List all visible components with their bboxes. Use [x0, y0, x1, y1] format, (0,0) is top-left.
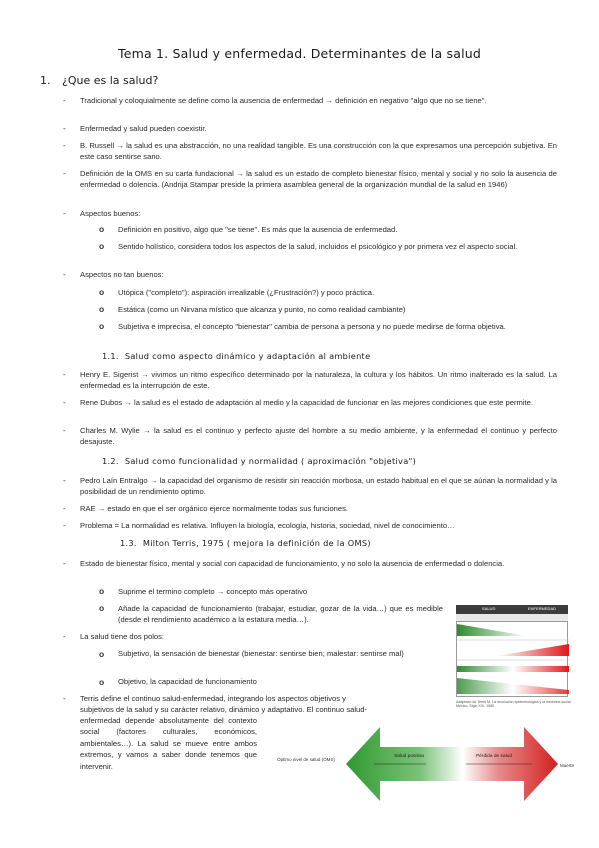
sub-bullet-text: Sentido holístico, considera todos los aspectos de la salud, incluidos el psicológico y por primera vez el aspecto social.: [118, 242, 518, 251]
bullet-text: Rene Dubos → la salud es el estado de adaptación al medio y la capacidad de funcionar en las mejores condiciones que este permite.: [80, 398, 533, 407]
figure-wedges: [457, 622, 569, 698]
health-disease-figure: [456, 605, 568, 697]
bullet-dash: -: [63, 270, 66, 279]
sub-bullet-marker: o: [99, 677, 105, 687]
sub-bullet-marker: o: [99, 649, 105, 659]
bullet-dash: -: [63, 124, 66, 133]
bullet-text: Charles M. Wylie → la salud es el continuo y perfecto ajuste del hombre a su medio ambiente, y la enfermedad el continuo y perfecto desajuste.: [80, 426, 557, 447]
continuum-wedge: [457, 678, 569, 694]
sub-bullet-text: Utópica ("completo"): aspiración irrealizable (¿Frustración?) y poco práctica.: [118, 288, 375, 297]
bullet-dash: -: [63, 96, 66, 105]
bullet-dash: -: [63, 398, 66, 407]
sub-bullet-marker: o: [99, 241, 105, 251]
sub-bullet-text: Subjetiva e imprecisa, el concepto "bienestar" cambia de persona a persona y no puede medirse de forma objetiva.: [118, 322, 506, 331]
section-1-heading: [40, 74, 158, 87]
bullet-text: Aspectos buenos:: [80, 209, 141, 218]
figure-header-left: SALUD: [482, 606, 496, 611]
bullet-text: Henry E. Sigerist → vivimos un ritmo específico determinado por la naturaleza, la cultura y los hábitos. Un ritmo inalterado es la salud. La enfermedad es la interrupción de este.: [80, 370, 557, 391]
bullet-dash: -: [63, 141, 66, 150]
subsection-1-3-heading: [120, 538, 371, 548]
sub-bullet-text: Añade la capacidad de funcionamiento (trabajar, estudiar, gozar de la vida…) que es medible (desde el rendimiento académico a la estatura media…).: [118, 604, 443, 625]
subsection-number: 1.3.: [120, 538, 137, 548]
sub-bullet-marker: o: [99, 586, 105, 596]
subsection-title: Milton Terris, 1975 ( mejora la definición de la OMS): [142, 538, 371, 548]
arrow-left-label: Óptimo nivel de salud (OMS): [277, 757, 335, 762]
sub-bullet-text: Estática (como un Nirvana místico que alcanza y punto, no como realidad cambiante): [118, 305, 406, 314]
bullet-dash: -: [63, 632, 66, 641]
sub-bullet-text: Suprime el termino completo → concepto más operativo: [118, 587, 308, 596]
sub-bullet-text: Subjetivo, la sensación de bienestar (bienestar: sentirse bien; malestar: sentirse mal): [118, 649, 404, 658]
sub-bullet-text: Objetivo, la capacidad de funcionamiento: [118, 677, 257, 686]
figure-header-right: ENFERMEDAD: [528, 606, 557, 611]
bullet-dash: -: [63, 476, 66, 485]
bullet-text: Definición de la OMS en su carta fundacional → la salud es un estado de completo bienestar físico, mental y social y no solo la ausencia de enfermedad o dolencia. (Andrija Stampar preside la primera asamblea general de la organización mundial de la salud en 1946): [80, 169, 557, 190]
sub-bullet-marker: o: [99, 304, 105, 314]
bullet-text: Pedro Laín Entralgo → la capacidad del organismo de resistir sin reacción morbosa, un estado habitual en el que se aúnan la normalidad y la posibilidad de un rendimiento optimo.: [80, 476, 557, 497]
bullet-dash: -: [63, 169, 66, 178]
continuum-bar: [457, 666, 569, 672]
health-disease-continuum-arrow: [346, 727, 558, 801]
bullet-text: Tradicional y coloquialmente se define como la ausencia de enfermedad → definición en negativo "algo que no se tiene".: [80, 96, 487, 105]
bullet-text: RAE → estado en que el ser orgánico ejerce normalmente todas sus funciones.: [80, 504, 349, 513]
subsection-1-2-heading: [102, 456, 416, 466]
enfermedad-wedge: [497, 644, 569, 656]
figure-caption: Adaptado de Terris M. La revolución epidemiológica y la medicina social. México, Siglo XXI, 1980: [456, 700, 572, 709]
subsection-title: Salud como aspecto dinámico y adaptación al ambiente: [124, 351, 371, 361]
bullet-text: enfermedad depende absolutamente del contexto social (factores culturales, económicos, ambientales…). La salud se mueve entre ambos extremos, y vamos a saber donde tenemos que intervenir.: [80, 716, 257, 771]
bullet-dash: -: [63, 694, 66, 703]
bullet-text: Problema = La normalidad es relativa. Influyen la biología, ecología, historia, sociedad, nivel de conocimiento…: [80, 521, 455, 530]
figure-plot-area: [456, 621, 568, 697]
sub-bullet-marker: o: [99, 224, 105, 234]
bullet-dash: -: [63, 370, 66, 379]
section-number: 1.: [40, 74, 51, 87]
bullet-text: Estado de bienestar físico, mental y social con capacidad de funcionamiento, y no solo la ausencia de enfermedad o dolencia.: [80, 559, 505, 568]
double-arrow: [346, 727, 558, 801]
bullet-text: Aspectos no tan buenos:: [80, 270, 164, 279]
figure-header: [456, 605, 568, 614]
bullet-text: subjetivos de la salud y su carácter relativo, dinámico y adaptativo. El continuo salud-: [80, 705, 368, 714]
bullet-dash: -: [63, 559, 66, 568]
arrow-right-label: Muerte: [560, 763, 575, 768]
page-title: Tema 1. Salud y enfermedad. Determinantes de la salud: [117, 46, 481, 61]
bullet-text: Enfermedad y salud pueden coexistir.: [80, 124, 207, 133]
bullet-text: La salud tiene dos polos:: [80, 632, 165, 641]
arrow-inner-right-label: Pérdida de salud: [475, 754, 512, 759]
subsection-title: Salud como funcionalidad y normalidad ( aproximación "objetiva"): [124, 456, 417, 466]
bullet-dash: -: [63, 426, 66, 435]
bullet-dash: -: [63, 504, 66, 513]
subsection-number: 1.1.: [102, 351, 119, 361]
bullet-text: Terris define el continuo salud-enfermedad, integrando los aspectos objetivos y: [80, 694, 346, 703]
arrow-inner-left-label: Salud positiva: [394, 754, 424, 759]
sub-bullet-marker: o: [99, 287, 105, 297]
sub-bullet-text: Definición en positivo, algo que "se tiene". Es más que la ausencia de enfermedad.: [118, 225, 398, 234]
sub-bullet-marker: o: [99, 321, 105, 331]
salud-wedge: [457, 624, 527, 636]
sub-bullet-marker: o: [99, 603, 105, 613]
subsection-1-1-heading: [102, 351, 370, 361]
figure-ticks: [456, 614, 568, 621]
bullet-text: B. Russell → la salud es una abstracción, no una realidad tangible. Es una construcción con la que expresamos una percepción subjetiva. En este caso sentirse sano.: [80, 141, 557, 162]
bullet-dash: -: [63, 209, 66, 218]
subsection-number: 1.2.: [102, 456, 119, 466]
bullet-dash: -: [63, 521, 66, 530]
section-title: ¿Que es la salud?: [62, 74, 159, 87]
